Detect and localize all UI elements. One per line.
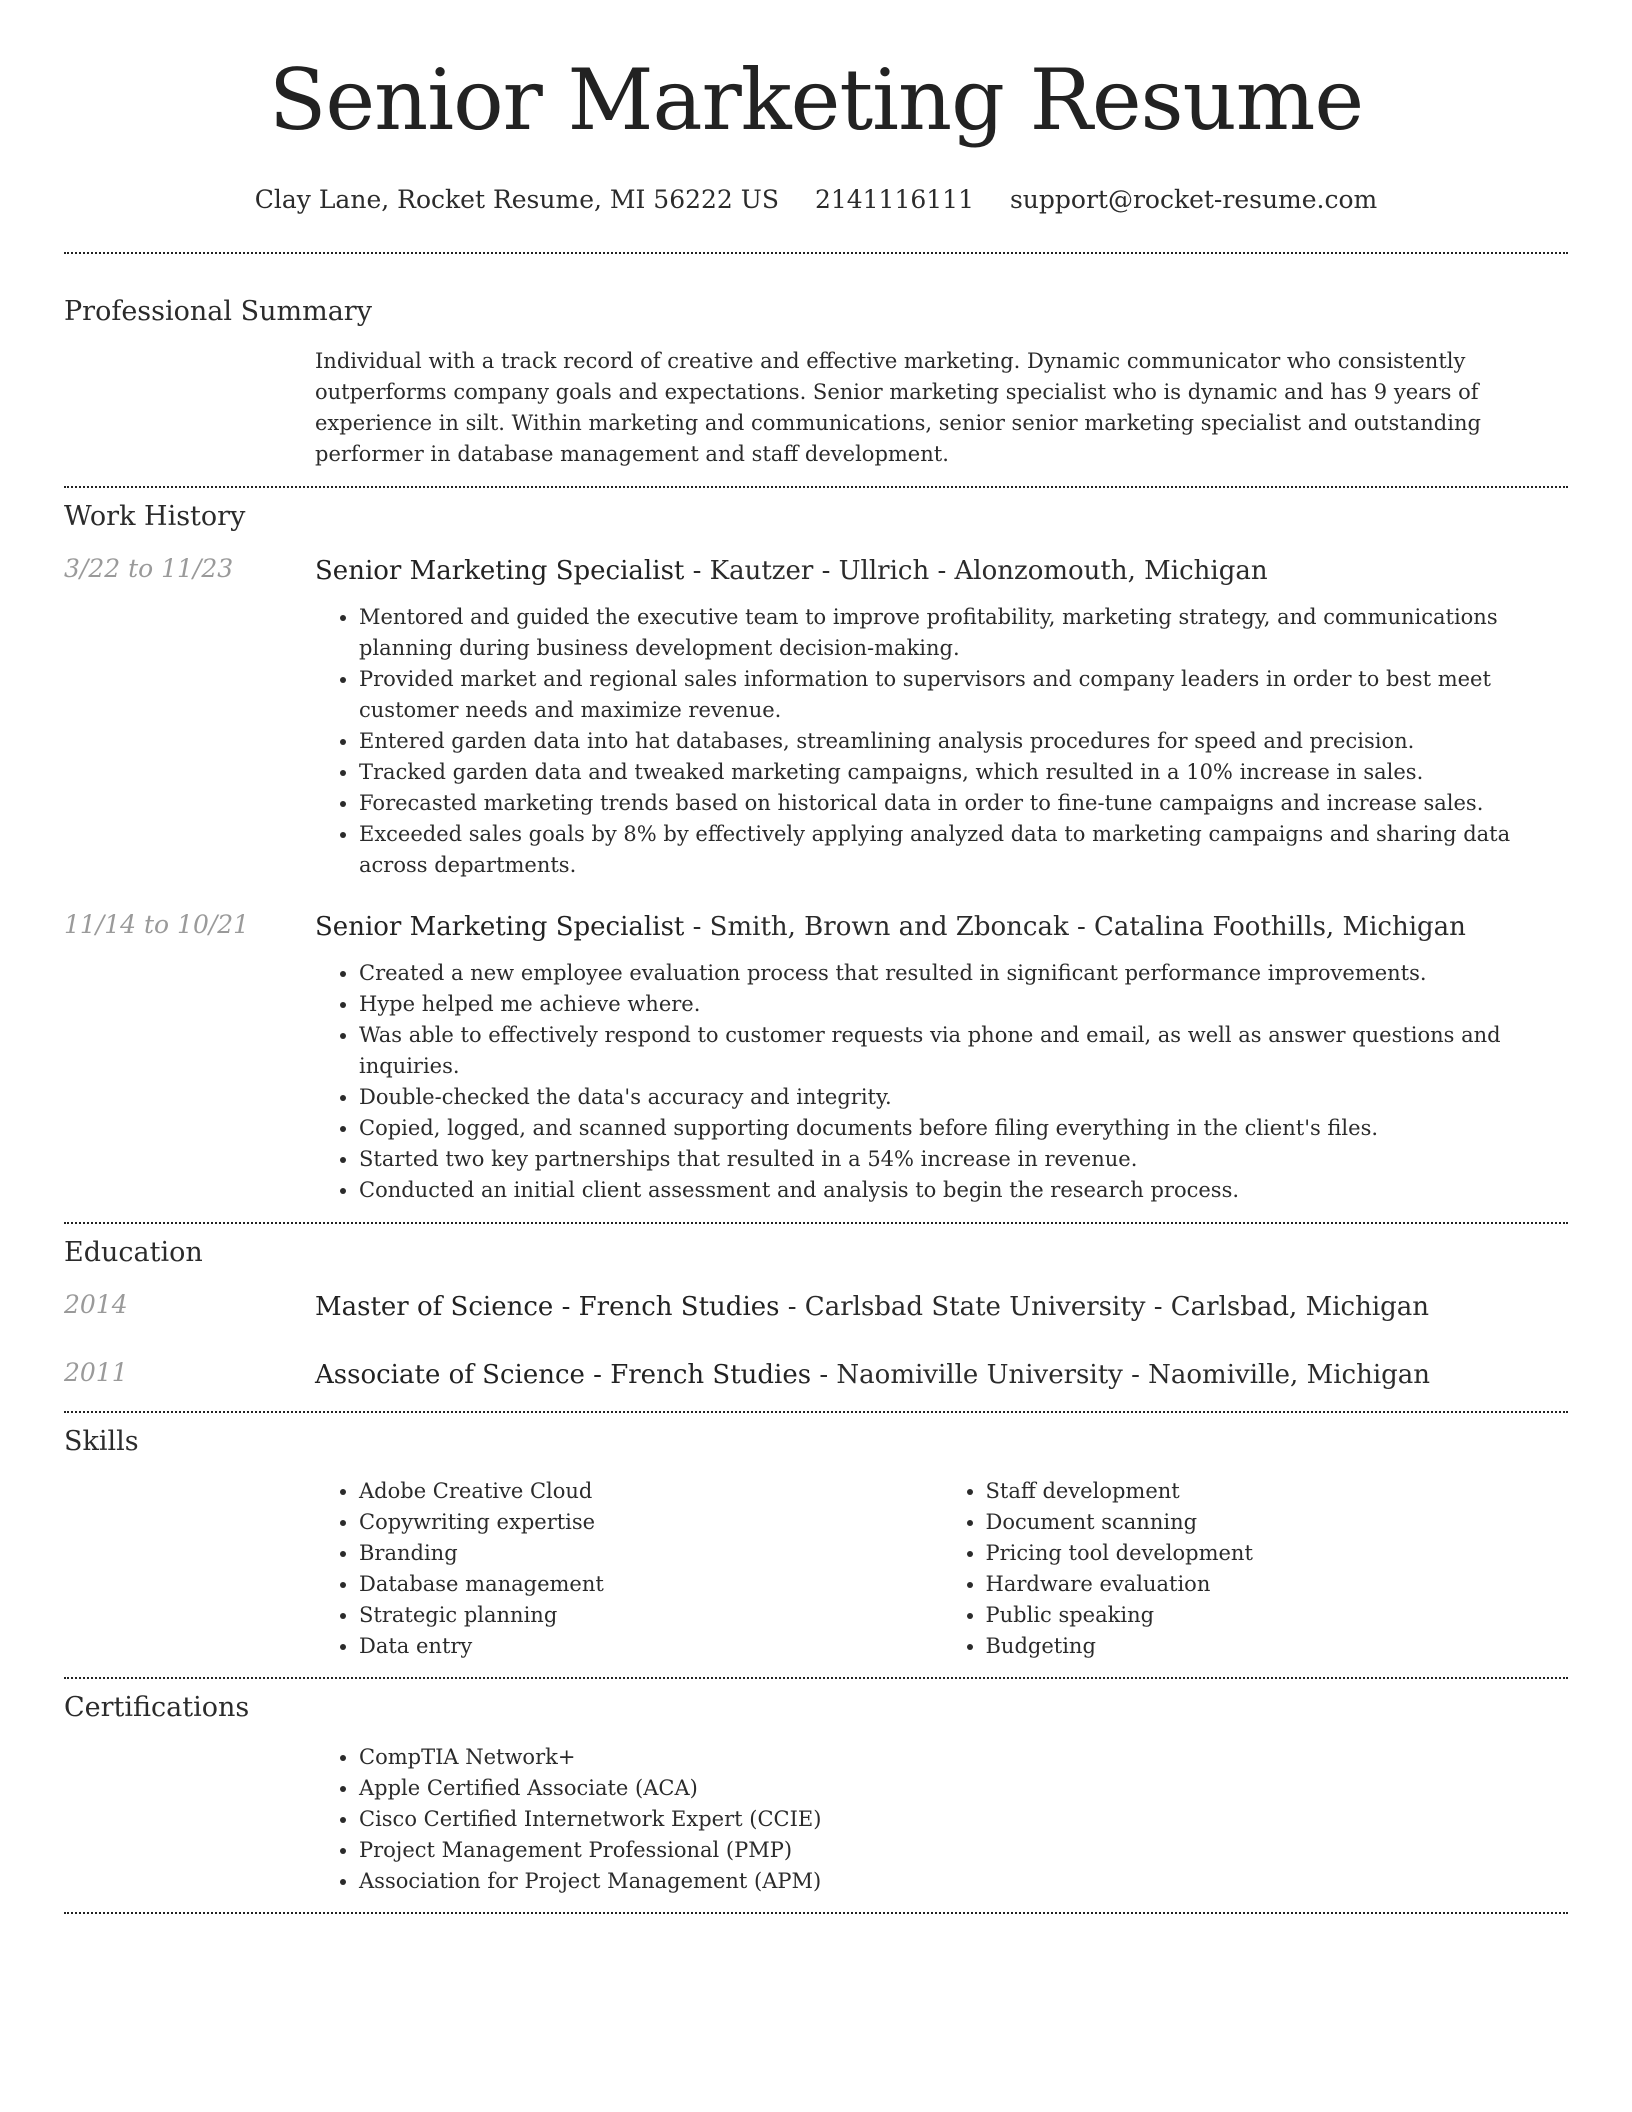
contact-line [64, 184, 1568, 216]
resume-title: Senior Marketing Resume [268, 51, 1364, 149]
contact-address: Clay Lane, Rocket Resume, MI 56222 US [254, 185, 779, 214]
job-entry [64, 910, 1568, 1206]
contact-email: support@rocket-resume.com [1009, 185, 1378, 214]
skills-list-right [942, 1476, 1569, 1662]
certification-item: • Project Management Professional (PMP) [359, 1835, 1568, 1866]
section-title-certifications: Certifications [64, 1692, 250, 1723]
divider [64, 1222, 1568, 1224]
skill-item: • Branding [359, 1538, 942, 1569]
degree: Associate of Science - French Studies [315, 1360, 812, 1390]
list-item: • Double-checked the data's accuracy and integrity. [359, 1082, 1568, 1113]
degree: Master of Science - French Studies [315, 1292, 780, 1322]
job-role: Senior Marketing Specialist [315, 556, 685, 586]
section-title-work-history: Work History [64, 501, 246, 532]
certification-item: • Association for Project Management (APM) [359, 1866, 1568, 1897]
skill-item: • Copywriting expertise [359, 1507, 942, 1538]
job-employer: - Smith, Brown and Zboncak - Catalina Foothills, Michigan [684, 912, 1466, 942]
divider [64, 486, 1568, 488]
resume-header [64, 0, 1568, 216]
list-item: • Mentored and guided the executive team to improve profitability, marketing strategy, and communications planning during business development decision-making. [359, 602, 1568, 664]
list-item: • Exceeded sales goals by 8% by effectively applying analyzed data to marketing campaigns and sharing data across departments. [359, 819, 1568, 881]
skill-item: • Budgeting [986, 1631, 1569, 1662]
certification-item: • Apple Certified Associate (ACA) [359, 1773, 1568, 1804]
section-title-education: Education [64, 1237, 203, 1268]
summary-text: Individual with a track record of creative and effective marketing. Dynamic communicator who consistently outperforms company goals and expectations. Senior marketing specialist who is dynamic and has 9 years of experience in silt. Within marketing and communications, senior senior marketing specialist and outstanding performer in database management and staff development. [315, 349, 1481, 466]
skill-item: • Public speaking [986, 1600, 1569, 1631]
skills-columns [315, 1476, 1568, 1662]
divider [64, 1411, 1568, 1413]
section-title-summary: Professional Summary [64, 296, 372, 327]
work-history-section [64, 501, 1568, 1206]
list-item: • Provided market and regional sales information to supervisors and company leaders in order to best meet customer needs and maximize revenue. [359, 664, 1568, 726]
list-item: • Entered garden data into hat databases, streamlining analysis procedures for speed and precision. [359, 726, 1568, 757]
divider [64, 252, 1568, 254]
skill-item: • Staff development [986, 1476, 1569, 1507]
skill-item: • Document scanning [986, 1507, 1569, 1538]
skill-item: • Strategic planning [359, 1600, 942, 1631]
job-bullets [315, 602, 1568, 881]
job-title [315, 554, 1568, 588]
list-item: • Was able to effectively respond to customer requests via phone and email, as well as answer questions and inquiries. [359, 1020, 1568, 1082]
job-employer: - Kautzer - Ullrich - Alonzomouth, Michigan [684, 556, 1268, 586]
certification-item: • CompTIA Network+ [359, 1742, 1568, 1773]
education-year: 2011 [64, 1358, 128, 1387]
school: - Carlsbad State University - Carlsbad, Michigan [779, 1292, 1430, 1322]
skill-item: • Pricing tool development [986, 1538, 1569, 1569]
skill-item: • Database management [359, 1569, 942, 1600]
school: - Naomiville University - Naomiville, Michigan [811, 1360, 1431, 1390]
list-item: • Copied, logged, and scanned supporting documents before filing everything in the client's files. [359, 1113, 1568, 1144]
divider [64, 1912, 1568, 1914]
education-entry [64, 1358, 1568, 1392]
job-role: Senior Marketing Specialist [315, 912, 685, 942]
skills-section [64, 1426, 1568, 1662]
divider [64, 1677, 1568, 1679]
certifications-section [64, 1692, 1568, 1897]
job-dates: 3/22 to 11/23 [64, 554, 234, 583]
education-entry [64, 1290, 1568, 1324]
skill-item: • Hardware evaluation [986, 1569, 1569, 1600]
summary-section [64, 296, 1568, 470]
skills-list-left [315, 1476, 942, 1662]
education-section [64, 1237, 1568, 1392]
list-item: • Forecasted marketing trends based on historical data in order to fine-tune campaigns and increase sales. [359, 788, 1568, 819]
section-title-skills: Skills [64, 1426, 139, 1457]
list-item: • Tracked garden data and tweaked marketing campaigns, which resulted in a 10% increase in sales. [359, 757, 1568, 788]
job-entry [64, 554, 1568, 881]
list-item: • Hype helped me achieve where. [359, 989, 1568, 1020]
list-item: • Started two key partnerships that resulted in a 54% increase in revenue. [359, 1144, 1568, 1175]
job-bullets [315, 958, 1568, 1206]
degree-title [315, 1358, 1568, 1392]
contact-phone: 2141116111 [814, 185, 974, 214]
list-item: • Created a new employee evaluation process that resulted in significant performance improvements. [359, 958, 1568, 989]
certification-item: • Cisco Certified Internetwork Expert (CCIE) [359, 1804, 1568, 1835]
degree-title [315, 1290, 1568, 1324]
resume-page [64, 0, 1568, 1914]
job-dates: 11/14 to 10/21 [64, 910, 250, 939]
skill-item: • Data entry [359, 1631, 942, 1662]
list-item: • Conducted an initial client assessment and analysis to begin the research process. [359, 1175, 1568, 1206]
education-year: 2014 [64, 1290, 128, 1319]
skill-item: • Adobe Creative Cloud [359, 1476, 942, 1507]
job-title [315, 910, 1568, 944]
certifications-list [315, 1742, 1568, 1897]
